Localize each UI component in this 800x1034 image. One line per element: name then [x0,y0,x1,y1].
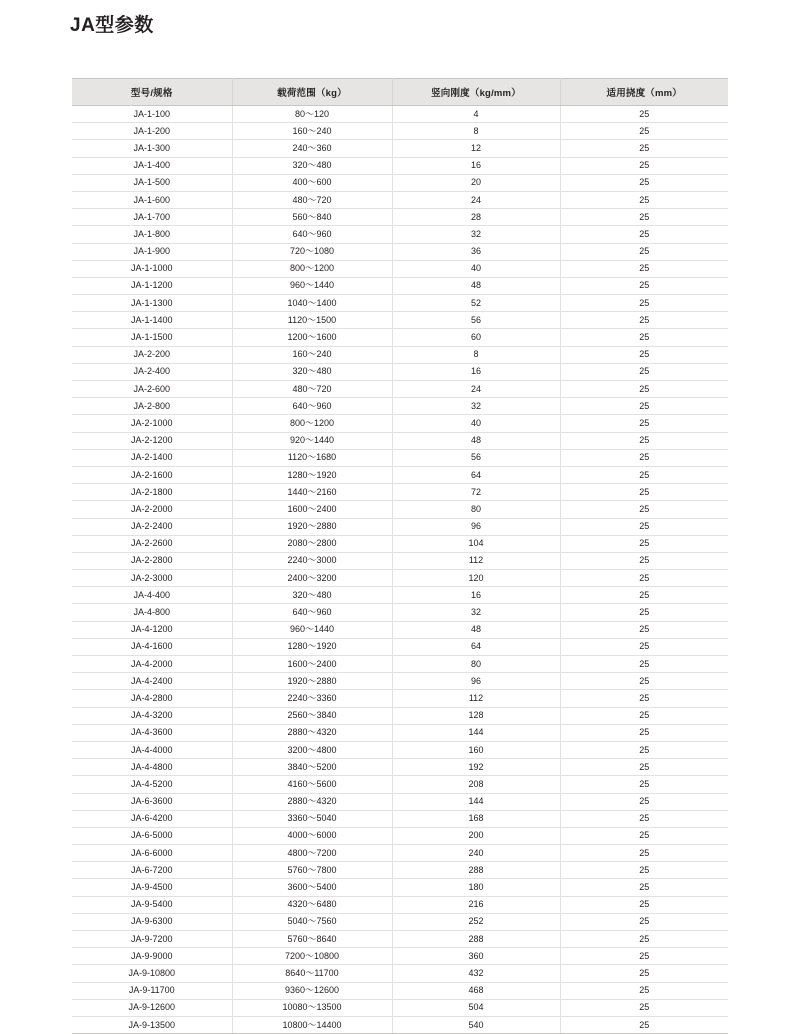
table-row [72,570,728,587]
cell-vertical-stiffness: 48 [392,621,560,638]
cell-vertical-stiffness: 40 [392,260,560,277]
cell-load-range: 4160～5600 [232,776,392,793]
table-header [72,79,728,106]
cell-vertical-stiffness: 504 [392,999,560,1016]
cell-deflection: 25 [560,518,728,535]
cell-load-range: 640～960 [232,604,392,621]
table-row [72,673,728,690]
cell-load-range: 10800～14400 [232,1016,392,1033]
cell-vertical-stiffness: 28 [392,209,560,226]
cell-deflection: 25 [560,209,728,226]
cell-deflection: 25 [560,552,728,569]
cell-model: JA-9-4500 [72,879,232,896]
cell-deflection: 25 [560,621,728,638]
table-row [72,329,728,346]
cell-deflection: 25 [560,827,728,844]
cell-load-range: 400～600 [232,174,392,191]
table-body [72,106,728,1034]
table-row [72,432,728,449]
cell-vertical-stiffness: 80 [392,656,560,673]
cell-load-range: 800～1200 [232,260,392,277]
cell-vertical-stiffness: 104 [392,535,560,552]
cell-model: JA-6-5000 [72,827,232,844]
table-row [72,295,728,312]
cell-vertical-stiffness: 40 [392,415,560,432]
table-row [72,913,728,930]
cell-deflection: 25 [560,123,728,140]
table-row [72,535,728,552]
cell-deflection: 25 [560,415,728,432]
table-row [72,449,728,466]
cell-deflection: 25 [560,604,728,621]
cell-model: JA-1-700 [72,209,232,226]
table-row [72,656,728,673]
cell-load-range: 80～120 [232,106,392,123]
cell-deflection: 25 [560,1016,728,1033]
cell-deflection: 25 [560,931,728,948]
cell-vertical-stiffness: 64 [392,466,560,483]
cell-deflection: 25 [560,724,728,741]
cell-deflection: 25 [560,845,728,862]
table-header-row [72,79,728,106]
table-row [72,690,728,707]
cell-vertical-stiffness: 216 [392,896,560,913]
cell-deflection: 25 [560,793,728,810]
cell-vertical-stiffness: 52 [392,295,560,312]
cell-load-range: 1600～2400 [232,501,392,518]
cell-deflection: 25 [560,106,728,123]
cell-model: JA-4-400 [72,587,232,604]
cell-load-range: 4320～6480 [232,896,392,913]
cell-load-range: 2080～2800 [232,535,392,552]
cell-vertical-stiffness: 32 [392,398,560,415]
table-row [72,552,728,569]
cell-model: JA-1-200 [72,123,232,140]
cell-vertical-stiffness: 120 [392,570,560,587]
cell-vertical-stiffness: 12 [392,140,560,157]
cell-load-range: 1600～2400 [232,656,392,673]
cell-model: JA-4-4000 [72,741,232,758]
cell-vertical-stiffness: 64 [392,638,560,655]
cell-model: JA-2-1200 [72,432,232,449]
column-header-load-range: 载荷范围（kg） [232,79,392,106]
cell-vertical-stiffness: 56 [392,449,560,466]
cell-deflection: 25 [560,432,728,449]
cell-load-range: 2560～3840 [232,707,392,724]
cell-deflection: 25 [560,656,728,673]
table-row [72,312,728,329]
cell-deflection: 25 [560,191,728,208]
cell-model: JA-1-1400 [72,312,232,329]
cell-vertical-stiffness: 468 [392,982,560,999]
cell-load-range: 3600～5400 [232,879,392,896]
cell-vertical-stiffness: 8 [392,346,560,363]
cell-vertical-stiffness: 208 [392,776,560,793]
cell-vertical-stiffness: 16 [392,363,560,380]
cell-vertical-stiffness: 48 [392,277,560,294]
cell-load-range: 7200～10800 [232,948,392,965]
cell-model: JA-9-12600 [72,999,232,1016]
cell-deflection: 25 [560,157,728,174]
cell-load-range: 1040～1400 [232,295,392,312]
cell-model: JA-9-9000 [72,948,232,965]
table-row [72,741,728,758]
cell-deflection: 25 [560,277,728,294]
cell-load-range: 920～1440 [232,432,392,449]
cell-load-range: 640～960 [232,398,392,415]
cell-load-range: 2240～3000 [232,552,392,569]
cell-deflection: 25 [560,982,728,999]
cell-load-range: 1280～1920 [232,466,392,483]
cell-model: JA-2-2600 [72,535,232,552]
cell-load-range: 160～240 [232,123,392,140]
table-row [72,621,728,638]
cell-deflection: 25 [560,346,728,363]
cell-deflection: 25 [560,570,728,587]
cell-deflection: 25 [560,174,728,191]
cell-vertical-stiffness: 96 [392,673,560,690]
cell-load-range: 9360～12600 [232,982,392,999]
table-row [72,845,728,862]
table-row [72,793,728,810]
cell-deflection: 25 [560,862,728,879]
cell-vertical-stiffness: 16 [392,587,560,604]
cell-vertical-stiffness: 432 [392,965,560,982]
cell-deflection: 25 [560,776,728,793]
table-row [72,518,728,535]
cell-load-range: 320～480 [232,363,392,380]
table-row [72,209,728,226]
table-row [72,277,728,294]
table-row [72,363,728,380]
cell-vertical-stiffness: 24 [392,381,560,398]
cell-model: JA-1-800 [72,226,232,243]
cell-deflection: 25 [560,810,728,827]
cell-load-range: 2880～4320 [232,793,392,810]
cell-model: JA-2-2000 [72,501,232,518]
cell-load-range: 5760～8640 [232,931,392,948]
cell-vertical-stiffness: 72 [392,484,560,501]
cell-load-range: 320～480 [232,587,392,604]
cell-deflection: 25 [560,535,728,552]
cell-load-range: 5040～7560 [232,913,392,930]
cell-vertical-stiffness: 192 [392,759,560,776]
cell-model: JA-2-200 [72,346,232,363]
spec-table-container [72,78,728,1034]
cell-model: JA-2-1800 [72,484,232,501]
table-row [72,587,728,604]
cell-model: JA-1-1200 [72,277,232,294]
cell-model: JA-2-2400 [72,518,232,535]
cell-vertical-stiffness: 32 [392,226,560,243]
cell-load-range: 3360～5040 [232,810,392,827]
cell-model: JA-2-1400 [72,449,232,466]
cell-model: JA-4-1200 [72,621,232,638]
cell-model: JA-6-7200 [72,862,232,879]
table-row [72,381,728,398]
cell-load-range: 320～480 [232,157,392,174]
cell-load-range: 720～1080 [232,243,392,260]
cell-deflection: 25 [560,398,728,415]
cell-load-range: 1920～2880 [232,518,392,535]
cell-model: JA-2-600 [72,381,232,398]
cell-load-range: 8640～11700 [232,965,392,982]
page-title: JA型参数 [70,15,154,36]
cell-deflection: 25 [560,913,728,930]
cell-model: JA-9-5400 [72,896,232,913]
cell-model: JA-9-11700 [72,982,232,999]
cell-model: JA-4-800 [72,604,232,621]
cell-model: JA-1-900 [72,243,232,260]
cell-load-range: 560～840 [232,209,392,226]
cell-vertical-stiffness: 96 [392,518,560,535]
table-row [72,123,728,140]
cell-load-range: 2400～3200 [232,570,392,587]
cell-vertical-stiffness: 80 [392,501,560,518]
cell-vertical-stiffness: 200 [392,827,560,844]
table-row [72,931,728,948]
table-row [72,827,728,844]
cell-vertical-stiffness: 128 [392,707,560,724]
cell-deflection: 25 [560,381,728,398]
table-row [72,638,728,655]
cell-vertical-stiffness: 20 [392,174,560,191]
cell-model: JA-9-10800 [72,965,232,982]
table-row [72,140,728,157]
cell-model: JA-1-1500 [72,329,232,346]
cell-vertical-stiffness: 180 [392,879,560,896]
table-row [72,810,728,827]
table-row [72,398,728,415]
cell-deflection: 25 [560,329,728,346]
table-row [72,260,728,277]
cell-load-range: 5760～7800 [232,862,392,879]
cell-vertical-stiffness: 540 [392,1016,560,1033]
cell-model: JA-1-1300 [72,295,232,312]
cell-deflection: 25 [560,295,728,312]
cell-deflection: 25 [560,466,728,483]
cell-model: JA-4-4800 [72,759,232,776]
cell-deflection: 25 [560,243,728,260]
cell-model: JA-2-800 [72,398,232,415]
table-row [72,1016,728,1033]
cell-model: JA-6-3600 [72,793,232,810]
cell-deflection: 25 [560,312,728,329]
cell-load-range: 1120～1680 [232,449,392,466]
cell-load-range: 960～1440 [232,621,392,638]
cell-deflection: 25 [560,896,728,913]
cell-vertical-stiffness: 144 [392,793,560,810]
cell-deflection: 25 [560,587,728,604]
table-row [72,106,728,123]
cell-model: JA-6-6000 [72,845,232,862]
cell-model: JA-4-3200 [72,707,232,724]
cell-deflection: 25 [560,638,728,655]
cell-deflection: 25 [560,948,728,965]
cell-load-range: 2880～4320 [232,724,392,741]
table-row [72,501,728,518]
table-row [72,759,728,776]
cell-deflection: 25 [560,260,728,277]
cell-vertical-stiffness: 36 [392,243,560,260]
cell-deflection: 25 [560,879,728,896]
table-row [72,999,728,1016]
cell-load-range: 2240～3360 [232,690,392,707]
cell-model: JA-1-500 [72,174,232,191]
cell-model: JA-1-400 [72,157,232,174]
column-header-deflection: 适用挠度（mm） [560,79,728,106]
cell-load-range: 480～720 [232,381,392,398]
cell-deflection: 25 [560,741,728,758]
cell-load-range: 4000～6000 [232,827,392,844]
cell-load-range: 1120～1500 [232,312,392,329]
column-header-model: 型号/规格 [72,79,232,106]
cell-deflection: 25 [560,965,728,982]
cell-model: JA-1-1000 [72,260,232,277]
cell-model: JA-4-2400 [72,673,232,690]
table-row [72,862,728,879]
table-row [72,157,728,174]
cell-model: JA-2-1000 [72,415,232,432]
cell-model: JA-4-2000 [72,656,232,673]
table-row [72,191,728,208]
cell-load-range: 1200～1600 [232,329,392,346]
cell-load-range: 3840～5200 [232,759,392,776]
cell-load-range: 640～960 [232,226,392,243]
cell-model: JA-4-3600 [72,724,232,741]
spec-table [72,78,728,1034]
cell-load-range: 960～1440 [232,277,392,294]
table-row [72,982,728,999]
cell-load-range: 1440～2160 [232,484,392,501]
cell-vertical-stiffness: 56 [392,312,560,329]
cell-load-range: 10080～13500 [232,999,392,1016]
cell-deflection: 25 [560,140,728,157]
table-row [72,896,728,913]
cell-model: JA-2-2800 [72,552,232,569]
cell-deflection: 25 [560,226,728,243]
cell-deflection: 25 [560,759,728,776]
table-row [72,346,728,363]
cell-vertical-stiffness: 48 [392,432,560,449]
cell-deflection: 25 [560,449,728,466]
cell-model: JA-1-300 [72,140,232,157]
cell-deflection: 25 [560,690,728,707]
cell-model: JA-4-1600 [72,638,232,655]
cell-deflection: 25 [560,363,728,380]
table-row [72,243,728,260]
table-row [72,484,728,501]
cell-vertical-stiffness: 32 [392,604,560,621]
table-row [72,226,728,243]
cell-vertical-stiffness: 144 [392,724,560,741]
cell-model: JA-1-100 [72,106,232,123]
table-row [72,776,728,793]
cell-vertical-stiffness: 360 [392,948,560,965]
cell-load-range: 3200～4800 [232,741,392,758]
column-header-vertical-stiffness: 竖向刚度（kg/mm） [392,79,560,106]
table-row [72,724,728,741]
cell-deflection: 25 [560,999,728,1016]
cell-model: JA-9-13500 [72,1016,232,1033]
cell-vertical-stiffness: 4 [392,106,560,123]
cell-deflection: 25 [560,484,728,501]
cell-load-range: 160～240 [232,346,392,363]
table-row [72,466,728,483]
table-row [72,879,728,896]
table-row [72,604,728,621]
cell-model: JA-2-400 [72,363,232,380]
cell-load-range: 800～1200 [232,415,392,432]
cell-model: JA-9-6300 [72,913,232,930]
cell-load-range: 240～360 [232,140,392,157]
cell-vertical-stiffness: 288 [392,931,560,948]
cell-model: JA-2-3000 [72,570,232,587]
cell-vertical-stiffness: 252 [392,913,560,930]
table-row [72,707,728,724]
cell-deflection: 25 [560,501,728,518]
cell-vertical-stiffness: 112 [392,552,560,569]
cell-model: JA-2-1600 [72,466,232,483]
table-row [72,965,728,982]
cell-vertical-stiffness: 160 [392,741,560,758]
table-row [72,415,728,432]
cell-deflection: 25 [560,673,728,690]
cell-vertical-stiffness: 168 [392,810,560,827]
cell-vertical-stiffness: 8 [392,123,560,140]
cell-load-range: 1280～1920 [232,638,392,655]
cell-model: JA-6-4200 [72,810,232,827]
cell-load-range: 480～720 [232,191,392,208]
cell-model: JA-4-2800 [72,690,232,707]
cell-model: JA-9-7200 [72,931,232,948]
table-row [72,948,728,965]
cell-vertical-stiffness: 240 [392,845,560,862]
cell-vertical-stiffness: 60 [392,329,560,346]
cell-vertical-stiffness: 288 [392,862,560,879]
cell-load-range: 1920～2880 [232,673,392,690]
cell-deflection: 25 [560,707,728,724]
cell-model: JA-1-600 [72,191,232,208]
cell-vertical-stiffness: 112 [392,690,560,707]
cell-vertical-stiffness: 24 [392,191,560,208]
cell-model: JA-4-5200 [72,776,232,793]
table-row [72,174,728,191]
cell-vertical-stiffness: 16 [392,157,560,174]
cell-load-range: 4800～7200 [232,845,392,862]
